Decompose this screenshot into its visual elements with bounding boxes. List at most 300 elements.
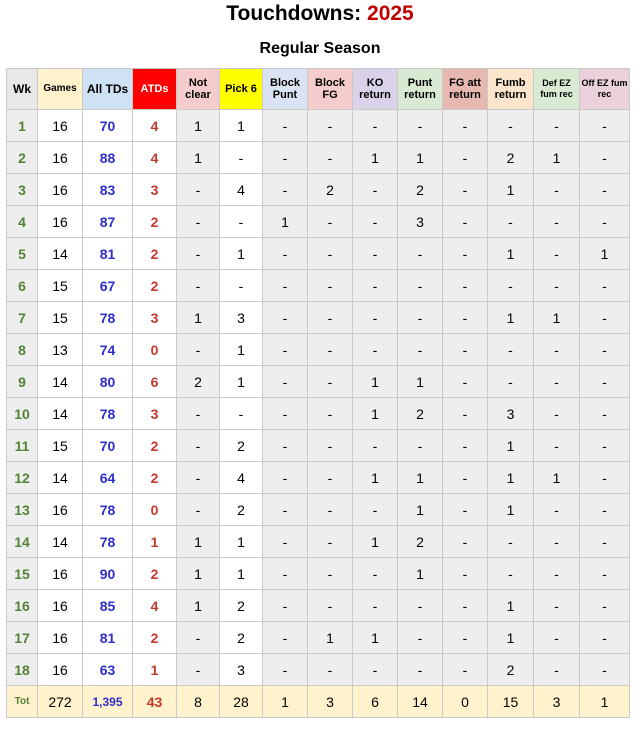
cell-off-ez-fum-rec: - <box>580 334 630 366</box>
cell-punt-return: - <box>398 622 443 654</box>
cell-ko-return: 1 <box>353 398 398 430</box>
cell-atds: 6 <box>133 366 177 398</box>
cell-block-fg: - <box>308 206 353 238</box>
cell-def-ez-fum-rec: - <box>534 174 580 206</box>
cell-all-tds: 85 <box>83 590 133 622</box>
cell-fumb-return: 3 <box>488 398 534 430</box>
cell-not-clear: 1 <box>177 110 220 142</box>
cell-punt-return: 1 <box>398 462 443 494</box>
column-header-block-punt: Block Punt <box>263 69 308 110</box>
cell-week: 9 <box>7 366 38 398</box>
table-row <box>7 462 630 494</box>
cell-fg-att-return: - <box>443 366 488 398</box>
cell-def-ez-fum-rec: 1 <box>534 302 580 334</box>
cell-block-punt: - <box>263 398 308 430</box>
column-header-all-tds: All TDs <box>83 69 133 110</box>
table-row <box>7 334 630 366</box>
cell-punt-return: 2 <box>398 174 443 206</box>
header-row <box>7 69 630 110</box>
title-prefix: Touchdowns: <box>226 2 362 25</box>
cell-not-clear: - <box>177 174 220 206</box>
cell-games: 15 <box>38 302 83 334</box>
cell-games: 16 <box>38 142 83 174</box>
cell-all-tds: 83 <box>83 174 133 206</box>
table-row <box>7 110 630 142</box>
column-header-block-fg: Block FG <box>308 69 353 110</box>
cell-off-ez-fum-rec: - <box>580 622 630 654</box>
table-row <box>7 590 630 622</box>
table-row <box>7 238 630 270</box>
cell-def-ez-fum-rec: - <box>534 654 580 686</box>
cell-pick-6: 1 <box>220 334 263 366</box>
cell-block-punt: - <box>263 174 308 206</box>
cell-not-clear: - <box>177 334 220 366</box>
cell-all-tds: 64 <box>83 462 133 494</box>
cell-pick-6: 3 <box>220 302 263 334</box>
cell-not-clear: - <box>177 270 220 302</box>
cell-off-ez-fum-rec: - <box>580 110 630 142</box>
cell-week: 5 <box>7 238 38 270</box>
cell-block-punt: - <box>263 366 308 398</box>
cell-fumb-return: 1 <box>488 622 534 654</box>
cell-week: 18 <box>7 654 38 686</box>
cell-week: 14 <box>7 526 38 558</box>
cell-all-tds: 70 <box>83 430 133 462</box>
cell-punt-return: - <box>398 110 443 142</box>
cell-week: 8 <box>7 334 38 366</box>
total-ko-return: 6 <box>353 686 398 718</box>
total-all-tds: 1,395 <box>83 686 133 718</box>
cell-fumb-return: 1 <box>488 302 534 334</box>
cell-off-ez-fum-rec: - <box>580 142 630 174</box>
total-week: Tot <box>7 686 38 718</box>
cell-block-punt: - <box>263 430 308 462</box>
cell-games: 15 <box>38 270 83 302</box>
cell-punt-return: - <box>398 430 443 462</box>
cell-atds: 2 <box>133 206 177 238</box>
cell-week: 4 <box>7 206 38 238</box>
cell-atds: 0 <box>133 334 177 366</box>
cell-off-ez-fum-rec: - <box>580 366 630 398</box>
cell-punt-return: - <box>398 302 443 334</box>
cell-atds: 1 <box>133 654 177 686</box>
cell-punt-return: 1 <box>398 366 443 398</box>
cell-all-tds: 81 <box>83 238 133 270</box>
cell-pick-6: 1 <box>220 110 263 142</box>
cell-fg-att-return: - <box>443 494 488 526</box>
cell-block-punt: - <box>263 590 308 622</box>
cell-block-fg: - <box>308 238 353 270</box>
cell-fumb-return: 1 <box>488 462 534 494</box>
total-def-ez-fum-rec: 3 <box>534 686 580 718</box>
column-header-not-clear: Not clear <box>177 69 220 110</box>
cell-def-ez-fum-rec: 1 <box>534 462 580 494</box>
cell-ko-return: - <box>353 334 398 366</box>
cell-not-clear: - <box>177 462 220 494</box>
cell-fumb-return: 1 <box>488 590 534 622</box>
cell-week: 6 <box>7 270 38 302</box>
cell-not-clear: - <box>177 622 220 654</box>
table-row <box>7 366 630 398</box>
cell-pick-6: - <box>220 398 263 430</box>
cell-games: 16 <box>38 622 83 654</box>
cell-games: 14 <box>38 398 83 430</box>
cell-punt-return: 2 <box>398 526 443 558</box>
cell-week: 2 <box>7 142 38 174</box>
cell-def-ez-fum-rec: - <box>534 110 580 142</box>
cell-fg-att-return: - <box>443 526 488 558</box>
touchdowns-table <box>6 68 630 718</box>
cell-ko-return: - <box>353 590 398 622</box>
cell-week: 12 <box>7 462 38 494</box>
table-row <box>7 558 630 590</box>
table-row <box>7 526 630 558</box>
cell-off-ez-fum-rec: - <box>580 494 630 526</box>
cell-fumb-return: - <box>488 526 534 558</box>
cell-atds: 2 <box>133 622 177 654</box>
column-header-def-ez-fum-rec: Def EZ fum rec <box>534 69 580 110</box>
cell-games: 15 <box>38 430 83 462</box>
cell-block-fg: - <box>308 430 353 462</box>
cell-fumb-return: 1 <box>488 174 534 206</box>
cell-block-punt: - <box>263 654 308 686</box>
cell-games: 14 <box>38 366 83 398</box>
cell-block-fg: - <box>308 270 353 302</box>
cell-block-fg: - <box>308 110 353 142</box>
cell-not-clear: 1 <box>177 590 220 622</box>
cell-off-ez-fum-rec: - <box>580 654 630 686</box>
cell-pick-6: 1 <box>220 238 263 270</box>
cell-def-ez-fum-rec: - <box>534 270 580 302</box>
cell-block-fg: - <box>308 654 353 686</box>
cell-punt-return: 2 <box>398 398 443 430</box>
cell-punt-return: 1 <box>398 558 443 590</box>
cell-block-punt: 1 <box>263 206 308 238</box>
table-row <box>7 270 630 302</box>
total-games: 272 <box>38 686 83 718</box>
cell-ko-return: - <box>353 270 398 302</box>
cell-not-clear: - <box>177 238 220 270</box>
cell-block-fg: 2 <box>308 174 353 206</box>
cell-ko-return: - <box>353 494 398 526</box>
cell-fg-att-return: - <box>443 462 488 494</box>
cell-fg-att-return: - <box>443 302 488 334</box>
cell-block-punt: - <box>263 238 308 270</box>
cell-week: 16 <box>7 590 38 622</box>
cell-def-ez-fum-rec: - <box>534 366 580 398</box>
cell-all-tds: 78 <box>83 302 133 334</box>
cell-pick-6: 2 <box>220 622 263 654</box>
cell-block-fg: - <box>308 142 353 174</box>
cell-games: 16 <box>38 494 83 526</box>
cell-all-tds: 74 <box>83 334 133 366</box>
cell-all-tds: 78 <box>83 494 133 526</box>
total-punt-return: 14 <box>398 686 443 718</box>
cell-fg-att-return: - <box>443 654 488 686</box>
cell-not-clear: - <box>177 398 220 430</box>
cell-atds: 4 <box>133 142 177 174</box>
cell-pick-6: 2 <box>220 430 263 462</box>
cell-pick-6: - <box>220 206 263 238</box>
cell-games: 16 <box>38 654 83 686</box>
cell-def-ez-fum-rec: - <box>534 590 580 622</box>
cell-off-ez-fum-rec: - <box>580 270 630 302</box>
cell-ko-return: - <box>353 558 398 590</box>
cell-fumb-return: - <box>488 366 534 398</box>
cell-all-tds: 78 <box>83 398 133 430</box>
cell-fg-att-return: - <box>443 334 488 366</box>
cell-ko-return: - <box>353 238 398 270</box>
cell-all-tds: 88 <box>83 142 133 174</box>
table-body <box>7 110 630 718</box>
cell-fg-att-return: - <box>443 558 488 590</box>
table-row <box>7 142 630 174</box>
cell-def-ez-fum-rec: 1 <box>534 142 580 174</box>
cell-punt-return: - <box>398 590 443 622</box>
cell-fumb-return: - <box>488 110 534 142</box>
cell-block-punt: - <box>263 462 308 494</box>
cell-all-tds: 90 <box>83 558 133 590</box>
total-not-clear: 8 <box>177 686 220 718</box>
cell-atds: 3 <box>133 398 177 430</box>
cell-pick-6: 1 <box>220 366 263 398</box>
column-header-punt-return: Punt return <box>398 69 443 110</box>
cell-def-ez-fum-rec: - <box>534 558 580 590</box>
cell-all-tds: 67 <box>83 270 133 302</box>
cell-off-ez-fum-rec: - <box>580 462 630 494</box>
cell-all-tds: 78 <box>83 526 133 558</box>
cell-block-fg: - <box>308 366 353 398</box>
totals-row <box>7 686 630 718</box>
cell-def-ez-fum-rec: - <box>534 622 580 654</box>
page-subtitle: Regular Season <box>259 40 381 57</box>
cell-atds: 2 <box>133 462 177 494</box>
cell-block-fg: - <box>308 334 353 366</box>
cell-pick-6: - <box>220 142 263 174</box>
cell-def-ez-fum-rec: - <box>534 206 580 238</box>
cell-ko-return: - <box>353 206 398 238</box>
cell-punt-return: - <box>398 270 443 302</box>
page-title <box>0 2 640 26</box>
cell-ko-return: - <box>353 302 398 334</box>
total-pick-6: 28 <box>220 686 263 718</box>
cell-fg-att-return: - <box>443 270 488 302</box>
cell-not-clear: - <box>177 494 220 526</box>
cell-def-ez-fum-rec: - <box>534 398 580 430</box>
cell-fg-att-return: - <box>443 398 488 430</box>
cell-atds: 2 <box>133 270 177 302</box>
cell-pick-6: 4 <box>220 462 263 494</box>
cell-ko-return: 1 <box>353 142 398 174</box>
cell-off-ez-fum-rec: - <box>580 430 630 462</box>
cell-games: 16 <box>38 590 83 622</box>
cell-ko-return: - <box>353 174 398 206</box>
column-header-week: Wk <box>7 69 38 110</box>
cell-atds: 4 <box>133 590 177 622</box>
cell-block-fg: - <box>308 462 353 494</box>
column-header-fg-att-return: FG att return <box>443 69 488 110</box>
cell-fg-att-return: - <box>443 110 488 142</box>
cell-atds: 2 <box>133 430 177 462</box>
cell-block-punt: - <box>263 142 308 174</box>
cell-block-punt: - <box>263 526 308 558</box>
cell-atds: 0 <box>133 494 177 526</box>
cell-not-clear: 1 <box>177 526 220 558</box>
column-header-games: Games <box>38 69 83 110</box>
cell-ko-return: - <box>353 110 398 142</box>
cell-atds: 3 <box>133 302 177 334</box>
total-block-fg: 3 <box>308 686 353 718</box>
table-row <box>7 302 630 334</box>
table-row <box>7 494 630 526</box>
cell-block-punt: - <box>263 110 308 142</box>
cell-not-clear: 2 <box>177 366 220 398</box>
cell-not-clear: - <box>177 654 220 686</box>
cell-atds: 1 <box>133 526 177 558</box>
cell-punt-return: - <box>398 238 443 270</box>
cell-not-clear: 1 <box>177 302 220 334</box>
cell-fumb-return: - <box>488 206 534 238</box>
cell-games: 16 <box>38 174 83 206</box>
cell-fg-att-return: - <box>443 590 488 622</box>
cell-block-punt: - <box>263 302 308 334</box>
column-header-fumb-return: Fumb return <box>488 69 534 110</box>
cell-block-fg: - <box>308 590 353 622</box>
table-row <box>7 174 630 206</box>
cell-block-fg: - <box>308 526 353 558</box>
cell-week: 11 <box>7 430 38 462</box>
column-header-pick-6: Pick 6 <box>220 69 263 110</box>
cell-fumb-return: 2 <box>488 654 534 686</box>
total-fumb-return: 15 <box>488 686 534 718</box>
total-fg-att-return: 0 <box>443 686 488 718</box>
table-row <box>7 622 630 654</box>
cell-atds: 2 <box>133 238 177 270</box>
cell-punt-return: 3 <box>398 206 443 238</box>
cell-fg-att-return: - <box>443 430 488 462</box>
table-row <box>7 654 630 686</box>
cell-block-punt: - <box>263 334 308 366</box>
cell-pick-6: 2 <box>220 590 263 622</box>
cell-week: 10 <box>7 398 38 430</box>
cell-fg-att-return: - <box>443 142 488 174</box>
cell-ko-return: 1 <box>353 526 398 558</box>
cell-week: 7 <box>7 302 38 334</box>
total-off-ez-fum-rec: 1 <box>580 686 630 718</box>
cell-def-ez-fum-rec: - <box>534 430 580 462</box>
cell-fg-att-return: - <box>443 174 488 206</box>
cell-block-fg: - <box>308 494 353 526</box>
cell-ko-return: 1 <box>353 622 398 654</box>
cell-ko-return: 1 <box>353 366 398 398</box>
cell-fg-att-return: - <box>443 206 488 238</box>
cell-not-clear: 1 <box>177 142 220 174</box>
table-row <box>7 430 630 462</box>
cell-ko-return: 1 <box>353 462 398 494</box>
cell-fumb-return: 2 <box>488 142 534 174</box>
cell-pick-6: - <box>220 270 263 302</box>
cell-off-ez-fum-rec: - <box>580 302 630 334</box>
cell-ko-return: - <box>353 654 398 686</box>
cell-atds: 4 <box>133 110 177 142</box>
cell-week: 13 <box>7 494 38 526</box>
cell-fumb-return: 1 <box>488 238 534 270</box>
cell-not-clear: 1 <box>177 558 220 590</box>
cell-fumb-return: - <box>488 558 534 590</box>
cell-off-ez-fum-rec: 1 <box>580 238 630 270</box>
cell-def-ez-fum-rec: - <box>534 334 580 366</box>
cell-block-punt: - <box>263 270 308 302</box>
cell-fg-att-return: - <box>443 238 488 270</box>
cell-off-ez-fum-rec: - <box>580 174 630 206</box>
cell-games: 14 <box>38 526 83 558</box>
cell-def-ez-fum-rec: - <box>534 494 580 526</box>
cell-week: 17 <box>7 622 38 654</box>
cell-fumb-return: - <box>488 334 534 366</box>
cell-off-ez-fum-rec: - <box>580 206 630 238</box>
cell-fumb-return: 1 <box>488 430 534 462</box>
cell-fg-att-return: - <box>443 622 488 654</box>
cell-off-ez-fum-rec: - <box>580 526 630 558</box>
cell-fumb-return: - <box>488 270 534 302</box>
cell-off-ez-fum-rec: - <box>580 558 630 590</box>
column-header-off-ez-fum-rec: Off EZ fum rec <box>580 69 630 110</box>
cell-block-punt: - <box>263 558 308 590</box>
column-header-atds: ATDs <box>133 69 177 110</box>
cell-games: 14 <box>38 238 83 270</box>
cell-block-fg: - <box>308 558 353 590</box>
cell-all-tds: 70 <box>83 110 133 142</box>
cell-all-tds: 63 <box>83 654 133 686</box>
cell-pick-6: 2 <box>220 494 263 526</box>
cell-punt-return: 1 <box>398 494 443 526</box>
cell-def-ez-fum-rec: - <box>534 526 580 558</box>
cell-punt-return: - <box>398 654 443 686</box>
cell-block-fg: - <box>308 398 353 430</box>
column-header-ko-return: KO return <box>353 69 398 110</box>
cell-def-ez-fum-rec: - <box>534 238 580 270</box>
cell-atds: 2 <box>133 558 177 590</box>
cell-pick-6: 1 <box>220 558 263 590</box>
cell-week: 3 <box>7 174 38 206</box>
cell-atds: 3 <box>133 174 177 206</box>
cell-games: 14 <box>38 462 83 494</box>
cell-not-clear: - <box>177 430 220 462</box>
total-block-punt: 1 <box>263 686 308 718</box>
cell-block-punt: - <box>263 622 308 654</box>
cell-block-punt: - <box>263 494 308 526</box>
cell-pick-6: 3 <box>220 654 263 686</box>
cell-all-tds: 87 <box>83 206 133 238</box>
title-year: 2025 <box>367 2 414 25</box>
cell-games: 16 <box>38 206 83 238</box>
cell-games: 16 <box>38 110 83 142</box>
cell-games: 16 <box>38 558 83 590</box>
cell-week: 15 <box>7 558 38 590</box>
cell-pick-6: 4 <box>220 174 263 206</box>
cell-block-fg: 1 <box>308 622 353 654</box>
cell-not-clear: - <box>177 206 220 238</box>
cell-week: 1 <box>7 110 38 142</box>
cell-punt-return: 1 <box>398 142 443 174</box>
cell-off-ez-fum-rec: - <box>580 590 630 622</box>
cell-all-tds: 81 <box>83 622 133 654</box>
cell-games: 13 <box>38 334 83 366</box>
cell-pick-6: 1 <box>220 526 263 558</box>
cell-off-ez-fum-rec: - <box>580 398 630 430</box>
cell-punt-return: - <box>398 334 443 366</box>
cell-fumb-return: 1 <box>488 494 534 526</box>
